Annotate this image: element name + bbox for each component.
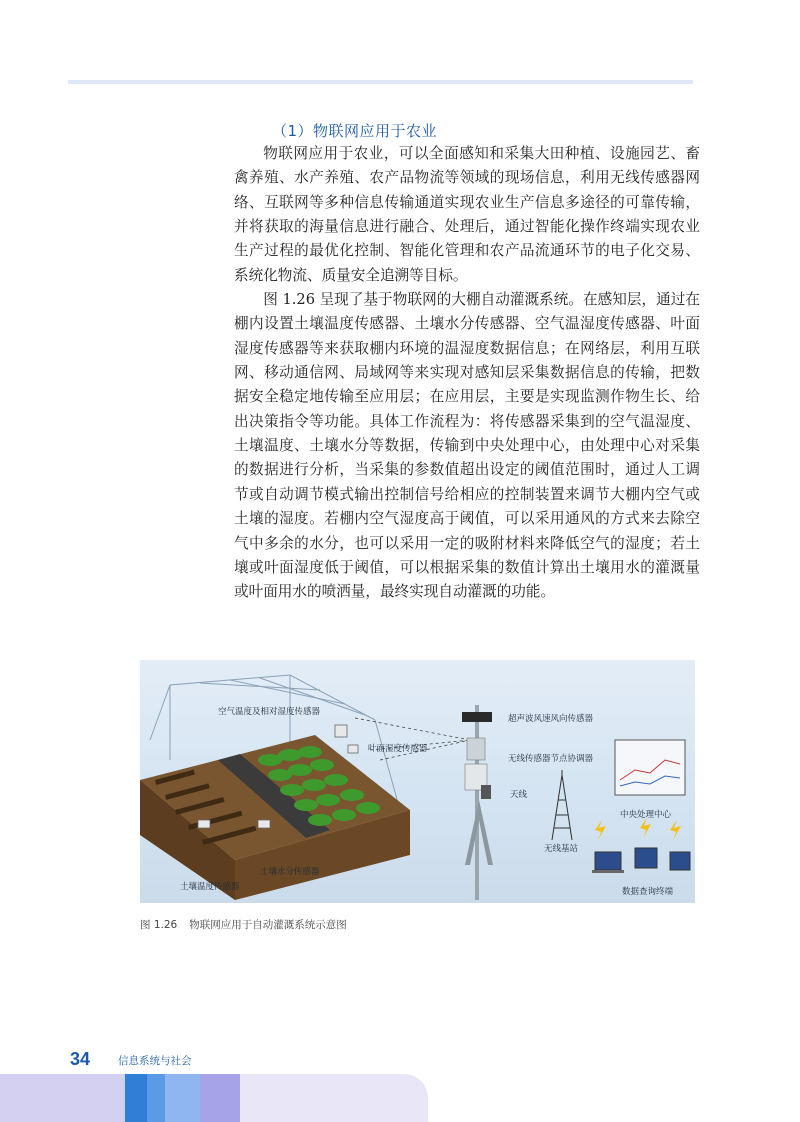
label-ultrasonic-sensor: 超声波风速风向传感器 xyxy=(508,714,594,724)
figure-caption xyxy=(140,917,347,932)
label-air-sensor: 空气温度及相对湿度传感器 xyxy=(218,707,321,717)
section-heading: （1）物联网应用于农业 xyxy=(272,122,438,140)
label-base-station: 无线基站 xyxy=(544,844,579,854)
signal-bolts xyxy=(595,818,681,840)
body-text xyxy=(234,142,700,605)
label-query-terminal: 数据查询终端 xyxy=(622,887,674,897)
caption-text: 物联网应用于自动灌溉系统示意图 xyxy=(189,919,347,931)
label-antenna: 天线 xyxy=(510,790,528,800)
irrigation-illustration xyxy=(140,660,695,903)
query-terminals xyxy=(592,848,690,873)
footer-book-title: 信息系统与社会 xyxy=(118,1055,192,1067)
label-soil-moisture: 土壤水分传感器 xyxy=(260,867,320,877)
label-coordinator: 无线传感器节点协调器 xyxy=(508,754,594,764)
label-central-processing: 中央处理中心 xyxy=(620,810,672,820)
irrigation-figure xyxy=(140,660,695,903)
caption-number: 图 1.26 xyxy=(140,919,178,931)
paragraph-1: 物联网应用于农业，可以全面感知和采集大田种植、设施园艺、畜禽养殖、水产养殖、农产品物流等领域的现场信息，利用无线传感器网络、互联网等多种信息传输通道实现农业生产信息多途径的可靠传输，并将获取的海量信息进行融合、处理后，通过智能化操作终端实现农业生产过程的最优化控制、智能化管理和农产品流通环节的电子化交易、系统化物流、质量安全追溯等目标。 xyxy=(234,145,700,284)
label-leaf-sensor: 叶面湿度传感器 xyxy=(368,744,428,754)
label-soil-temperature: 土壤温度传感器 xyxy=(180,882,240,892)
base-station-tower xyxy=(552,770,572,840)
top-rule xyxy=(68,80,693,84)
paragraph-2: 图 1.26 呈现了基于物联网的大棚自动灌溉系统。在感知层，通过在棚内设置土壤温度传感器、土壤水分传感器、空气温湿度传感器、叶面湿度传感器等来获取棚内环境的温湿度数据信息；在网络层，利用互联网、移动通信网、局域网等来实现对感知层采集数据信息的传输，把数据安全稳定地传输至应用层；在应用层，主要是实现监测作物生长、给出决策指令等功能。具体工作流程为：将传感器采集到的空气温湿度、土壤温度、土壤水分等数据，传输到中央处理中心，由处理中心对采集的数据进行分析，当采集的参数值超出设定的阈值范围时，通过人工调节或自动调节模式输出控制信号给相应的控制装置来调节大棚内空气或土壤的湿度。若棚内空气湿度高于阈值，可以采用通风的方式来去除空气中多余的水分，也可以采用一定的吸附材料来降低空气的湿度；若土壤或叶面湿度低于阈值，可以根据采集的数值计算出土壤用水的灌溉量或叶面用水的喷洒量，最终实现自动灌溉的功能。 xyxy=(234,291,700,601)
bottom-decor-band xyxy=(0,1074,800,1122)
central-monitor xyxy=(615,740,685,795)
page-number: 34 xyxy=(70,1049,91,1069)
weather-station xyxy=(462,705,493,900)
